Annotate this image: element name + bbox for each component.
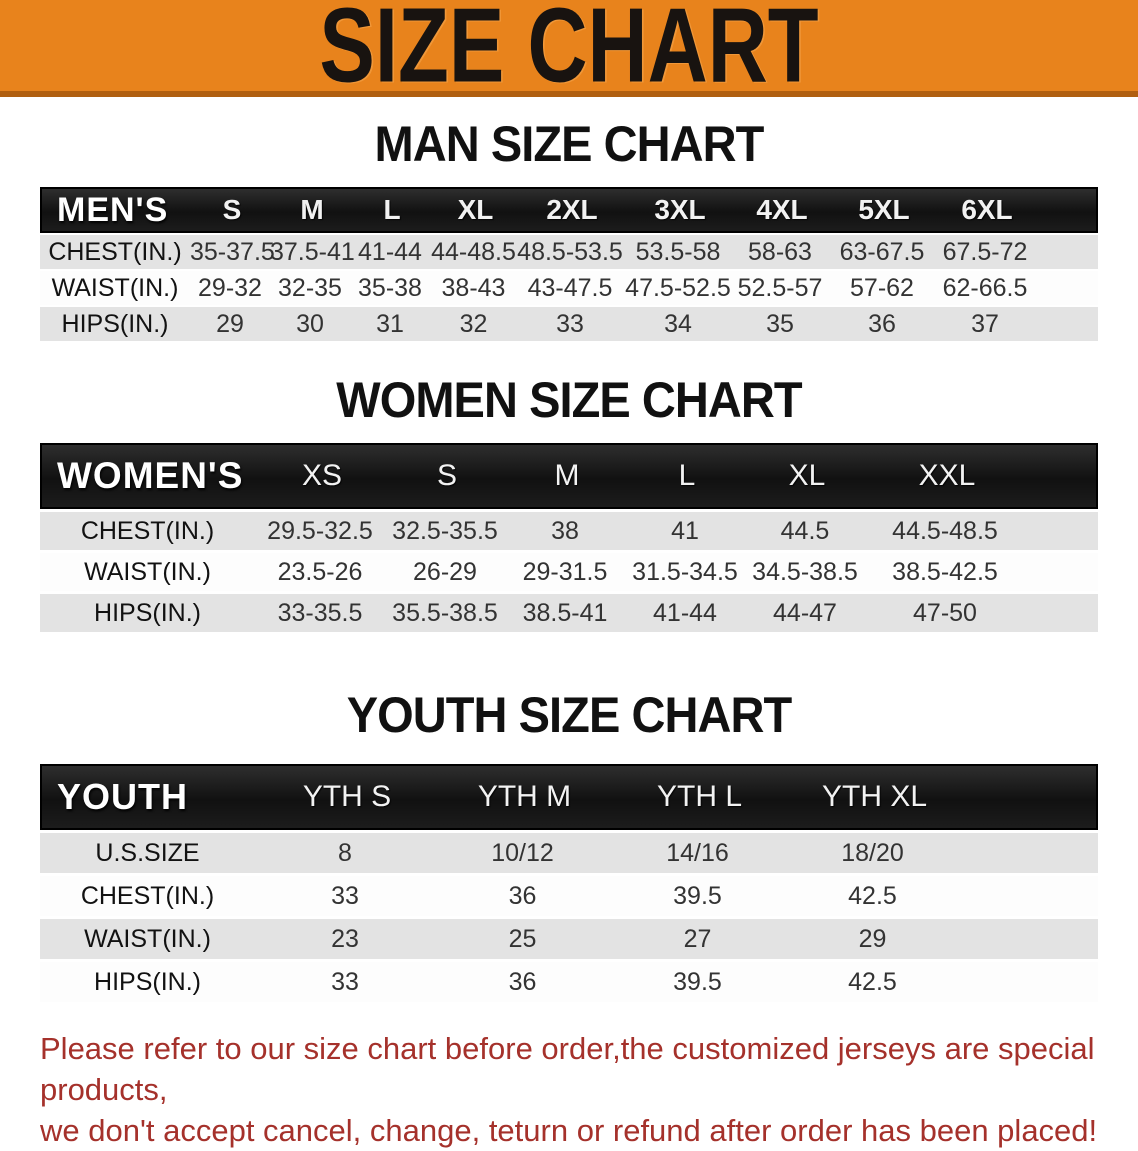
youth-size-chart-section	[0, 687, 1138, 1002]
table-cell: 39.5	[673, 881, 722, 910]
column-header: 2XL	[546, 194, 598, 225]
table-row	[40, 594, 1098, 632]
table-cell: 35.5-38.5	[392, 598, 498, 627]
table-cell: 38	[551, 516, 579, 545]
row-label: HIPS(IN.)	[94, 967, 201, 996]
table-cell: 38.5-41	[522, 598, 608, 627]
table-cell: 57-62	[850, 273, 914, 302]
men-size-table	[40, 187, 1098, 341]
table-cell: 29-31.5	[522, 557, 608, 586]
column-header: YTH L	[656, 780, 743, 813]
table-cell: 29.5-32.5	[267, 516, 373, 545]
table-cell: 14/16	[666, 838, 729, 867]
table-row	[40, 962, 1098, 1002]
column-header: S	[436, 459, 457, 492]
section-heading: WOMEN SIZE CHART	[336, 372, 802, 428]
women-size-table	[40, 443, 1098, 632]
row-label: CHEST(IN.)	[80, 516, 215, 545]
table-row	[40, 876, 1098, 916]
column-header: S	[222, 194, 242, 225]
table-cell: 32	[459, 309, 488, 338]
table-cell: 27	[683, 924, 712, 953]
table-row	[40, 307, 1098, 341]
table-cell: 18/20	[841, 838, 904, 867]
table-cell: 33	[331, 881, 359, 910]
disclaimer	[40, 1028, 1118, 1151]
size-chart-banner	[0, 0, 1138, 97]
table-cell: 10/12	[491, 838, 554, 867]
table-cell: 23	[331, 924, 359, 953]
table-cell: 35-38	[358, 273, 422, 302]
table-cell: 34.5-38.5	[752, 557, 858, 586]
disclaimer-line2: we don't accept cancel, change, teturn or refund after order has been placed!	[40, 1113, 1098, 1148]
table-cell: 58-63	[748, 237, 812, 266]
table-row	[40, 833, 1098, 873]
column-header: 6XL	[961, 194, 1013, 225]
table-cell: 34	[664, 309, 692, 338]
table-cell: 32.5-35.5	[392, 516, 498, 545]
section-heading: MAN SIZE CHART	[374, 116, 764, 172]
table-cell: 38-43	[441, 273, 506, 302]
section-heading: YOUTH SIZE CHART	[346, 687, 792, 743]
column-header: XL	[788, 459, 826, 492]
table-cell: 38.5-42.5	[892, 557, 998, 586]
table-cell: 35-37.5	[190, 237, 275, 266]
table-cell: 44-48.5	[431, 237, 516, 266]
table-cell: 36	[508, 881, 537, 910]
column-header: 3XL	[654, 194, 706, 225]
table-cell: 42.5	[848, 967, 897, 996]
table-row	[40, 553, 1098, 591]
row-label: U.S.SIZE	[95, 838, 200, 867]
table-group-label: WOMEN'S	[57, 455, 244, 496]
table-cell: 29	[858, 924, 887, 953]
row-label: CHEST(IN.)	[80, 881, 215, 910]
table-cell: 48.5-53.5	[517, 237, 623, 266]
row-label: CHEST(IN.)	[48, 237, 182, 266]
table-cell: 31.5-34.5	[632, 557, 738, 586]
table-cell: 33	[331, 967, 359, 996]
table-row	[40, 271, 1098, 305]
table-cell: 41-44	[653, 598, 717, 627]
table-cell: 36	[868, 309, 896, 338]
table-header-row	[40, 187, 1098, 233]
table-cell: 42.5	[848, 881, 897, 910]
table-cell: 44-47	[773, 598, 837, 627]
table-cell: 33-35.5	[277, 598, 363, 627]
table-cell: 62-66.5	[942, 273, 1028, 302]
men-size-chart-section	[0, 116, 1138, 341]
size-chart-page	[0, 116, 1138, 1002]
table-row	[40, 235, 1098, 269]
table-cell: 53.5-58	[635, 237, 721, 266]
table-cell: 37	[971, 309, 999, 338]
table-cell: 29-32	[198, 273, 262, 302]
table-group-label: YOUTH	[57, 776, 188, 817]
row-label: HIPS(IN.)	[61, 309, 169, 338]
column-header: YTH XL	[821, 780, 928, 813]
youth-size-table	[40, 764, 1098, 1002]
table-cell: 63-67.5	[839, 237, 925, 266]
women-size-chart-section	[0, 372, 1138, 632]
table-cell: 47-50	[913, 598, 977, 627]
table-cell: 26-29	[413, 557, 477, 586]
table-cell: 44.5-48.5	[892, 516, 998, 545]
table-cell: 36	[508, 967, 537, 996]
column-header: XS	[301, 459, 343, 492]
table-cell: 41	[671, 516, 699, 545]
table-cell: 47.5-52.5	[625, 273, 731, 302]
table-cell: 37.5-41	[270, 237, 355, 266]
row-label: WAIST(IN.)	[51, 273, 179, 302]
table-cell: 41-44	[358, 237, 422, 266]
table-cell: 67.5-72	[942, 237, 1028, 266]
table-cell: 23.5-26	[277, 557, 363, 586]
table-cell: 43-47.5	[527, 273, 613, 302]
table-cell: 8	[338, 838, 352, 867]
table-row	[40, 919, 1098, 959]
table-cell: 31	[376, 309, 404, 338]
table-header-row	[40, 443, 1098, 509]
row-label: HIPS(IN.)	[94, 598, 201, 627]
banner-title: SIZE CHART	[319, 0, 819, 97]
table-group-label: MEN'S	[57, 190, 169, 229]
table-row	[40, 512, 1098, 550]
column-header: M	[300, 194, 324, 225]
table-cell: 52.5-57	[737, 273, 823, 302]
table-cell: 25	[508, 924, 537, 953]
table-cell: 35	[766, 309, 794, 338]
table-cell: 32-35	[278, 273, 342, 302]
row-label: WAIST(IN.)	[84, 924, 211, 953]
column-header: M	[554, 459, 580, 492]
column-header: 4XL	[756, 194, 808, 225]
column-header: 5XL	[858, 194, 910, 225]
table-cell: 39.5	[673, 967, 722, 996]
column-header: YTH S	[302, 780, 392, 813]
column-header: L	[383, 194, 401, 225]
table-cell: 29	[216, 309, 244, 338]
table-cell: 33	[556, 309, 584, 338]
column-header: XXL	[918, 459, 976, 492]
table-cell: 44.5	[780, 516, 830, 545]
column-header: XL	[457, 194, 494, 225]
disclaimer-line1: Please refer to our size chart before order,the customized jerseys are special products,	[40, 1031, 1095, 1107]
column-header: L	[678, 459, 696, 492]
column-header: YTH M	[477, 780, 572, 813]
table-cell: 30	[296, 309, 324, 338]
table-header-row	[40, 764, 1098, 830]
row-label: WAIST(IN.)	[84, 557, 211, 586]
